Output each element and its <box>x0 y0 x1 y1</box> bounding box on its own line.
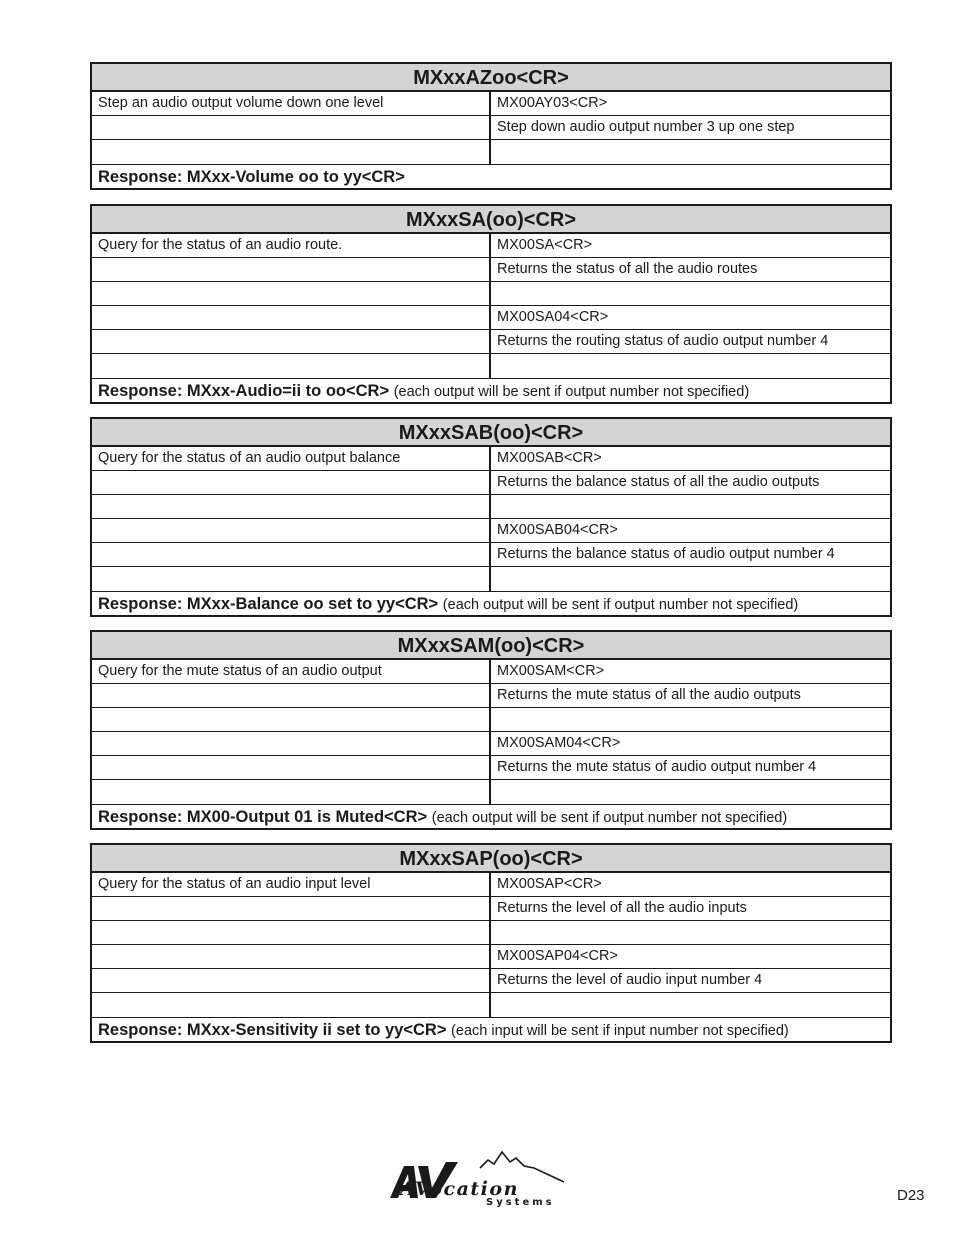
table-row <box>92 495 890 519</box>
description-cell <box>92 567 491 591</box>
example-cell <box>491 567 890 591</box>
table-row <box>92 897 890 921</box>
command-title: MXxxAZoo<CR> <box>92 64 890 92</box>
table-row <box>92 234 890 258</box>
response-line <box>92 378 890 402</box>
example-cell: Returns the balance status of all the audio outputs <box>497 474 820 490</box>
description-cell <box>92 471 491 494</box>
description-cell <box>92 945 491 968</box>
response-line <box>92 591 890 615</box>
logo-main-text: AVocation <box>400 1178 519 1200</box>
example-cell <box>491 140 890 164</box>
table-row <box>92 660 890 684</box>
example-cell: Returns the balance status of audio output number 4 <box>497 546 835 562</box>
description-cell: Query for the status of an audio input level <box>92 873 491 896</box>
example-cell <box>491 921 890 944</box>
example-cell: MX00SAP<CR> <box>497 876 602 892</box>
example-cell: Returns the mute status of all the audio outputs <box>497 687 801 703</box>
command-title: MXxxSAP(oo)<CR> <box>92 845 890 873</box>
command-title: MXxxSAB(oo)<CR> <box>92 419 890 447</box>
table-row <box>92 330 890 354</box>
response-text: Response: MXxx-Volume oo to yy<CR> <box>98 168 405 186</box>
response-line <box>92 804 890 828</box>
description-cell: Step an audio output volume down one level <box>92 92 491 115</box>
response-text: Response: MXxx-Sensitivity ii set to yy<CR> <box>98 1021 447 1039</box>
table-row <box>92 756 890 780</box>
description-cell: Query for the status of an audio output balance <box>92 447 491 470</box>
description-cell: Query for the status of an audio route. <box>92 234 491 257</box>
example-cell: Returns the level of all the audio inputs <box>497 900 747 916</box>
description-cell <box>92 684 491 707</box>
description-cell <box>92 354 491 378</box>
table-row <box>92 684 890 708</box>
response-text: Response: MXxx-Balance oo set to yy<CR> <box>98 595 439 613</box>
example-cell: MX00SA<CR> <box>497 237 593 253</box>
table-row <box>92 447 890 471</box>
table-row <box>92 732 890 756</box>
description-cell <box>92 543 491 566</box>
example-cell: MX00SAM04<CR> <box>497 735 621 751</box>
table-row <box>92 471 890 495</box>
example-cell <box>491 708 890 731</box>
table-row <box>92 258 890 282</box>
table-row <box>92 780 890 804</box>
response-note: (each output will be sent if output number not specified) <box>442 597 799 613</box>
example-cell: Returns the level of audio input number 4 <box>497 972 763 988</box>
example-cell <box>491 780 890 804</box>
example-cell: Returns the status of all the audio routes <box>497 261 758 277</box>
response-text: Response: MXxx-Audio=ii to oo<CR> <box>98 382 390 400</box>
table-row <box>92 282 890 306</box>
description-cell <box>92 993 491 1017</box>
description-cell <box>92 897 491 920</box>
description-cell <box>92 330 491 353</box>
description-cell <box>92 258 491 281</box>
example-cell: MX00AY03<CR> <box>497 95 608 111</box>
table-row <box>92 993 890 1017</box>
description-cell <box>92 780 491 804</box>
table-row <box>92 945 890 969</box>
example-cell: MX00SAB04<CR> <box>497 522 618 538</box>
example-cell: Returns the mute status of audio output number 4 <box>497 759 817 775</box>
example-cell: Returns the routing status of audio output number 4 <box>497 333 829 349</box>
example-cell <box>491 993 890 1017</box>
response-note: (each output will be sent if output number not specified) <box>393 384 750 400</box>
example-cell: Step down audio output number 3 up one step <box>497 119 795 135</box>
table-row <box>92 543 890 567</box>
description-cell <box>92 519 491 542</box>
example-cell <box>491 495 890 518</box>
example-cell <box>491 282 890 305</box>
description-cell: Query for the mute status of an audio output <box>92 660 491 683</box>
table-row <box>92 921 890 945</box>
table-row <box>92 567 890 591</box>
example-cell: MX00SAP04<CR> <box>497 948 618 964</box>
response-line <box>92 1017 890 1041</box>
command-title: MXxxSA(oo)<CR> <box>92 206 890 234</box>
table-row <box>92 140 890 164</box>
response-note: (each input will be sent if input number not specified) <box>451 1023 789 1039</box>
command-block <box>90 62 892 190</box>
command-block <box>90 417 892 617</box>
table-row <box>92 92 890 116</box>
table-row <box>92 708 890 732</box>
description-cell <box>92 732 491 755</box>
description-cell <box>92 306 491 329</box>
table-row <box>92 873 890 897</box>
description-cell <box>92 969 491 992</box>
table-row <box>92 306 890 330</box>
example-cell <box>491 354 890 378</box>
avocation-logo <box>388 1148 570 1210</box>
example-cell: MX00SAB<CR> <box>497 450 602 466</box>
logo-sub-text: Systems <box>486 1197 555 1208</box>
example-cell: MX00SAM<CR> <box>497 663 605 679</box>
page-number: D23 <box>897 1187 925 1204</box>
example-cell: MX00SA04<CR> <box>497 309 609 325</box>
description-cell <box>92 140 491 164</box>
table-row <box>92 969 890 993</box>
response-text: Response: MX00-Output 01 is Muted<CR> <box>98 808 428 826</box>
table-row <box>92 519 890 543</box>
description-cell <box>92 708 491 731</box>
command-block <box>90 843 892 1043</box>
description-cell <box>92 282 491 305</box>
table-row <box>92 116 890 140</box>
description-cell <box>92 116 491 139</box>
description-cell <box>92 921 491 944</box>
response-note: (each output will be sent if output number not specified) <box>431 810 788 826</box>
description-cell <box>92 495 491 518</box>
command-title: MXxxSAM(oo)<CR> <box>92 632 890 660</box>
command-block <box>90 204 892 404</box>
response-line <box>92 164 890 188</box>
command-block <box>90 630 892 830</box>
description-cell <box>92 756 491 779</box>
table-row <box>92 354 890 378</box>
